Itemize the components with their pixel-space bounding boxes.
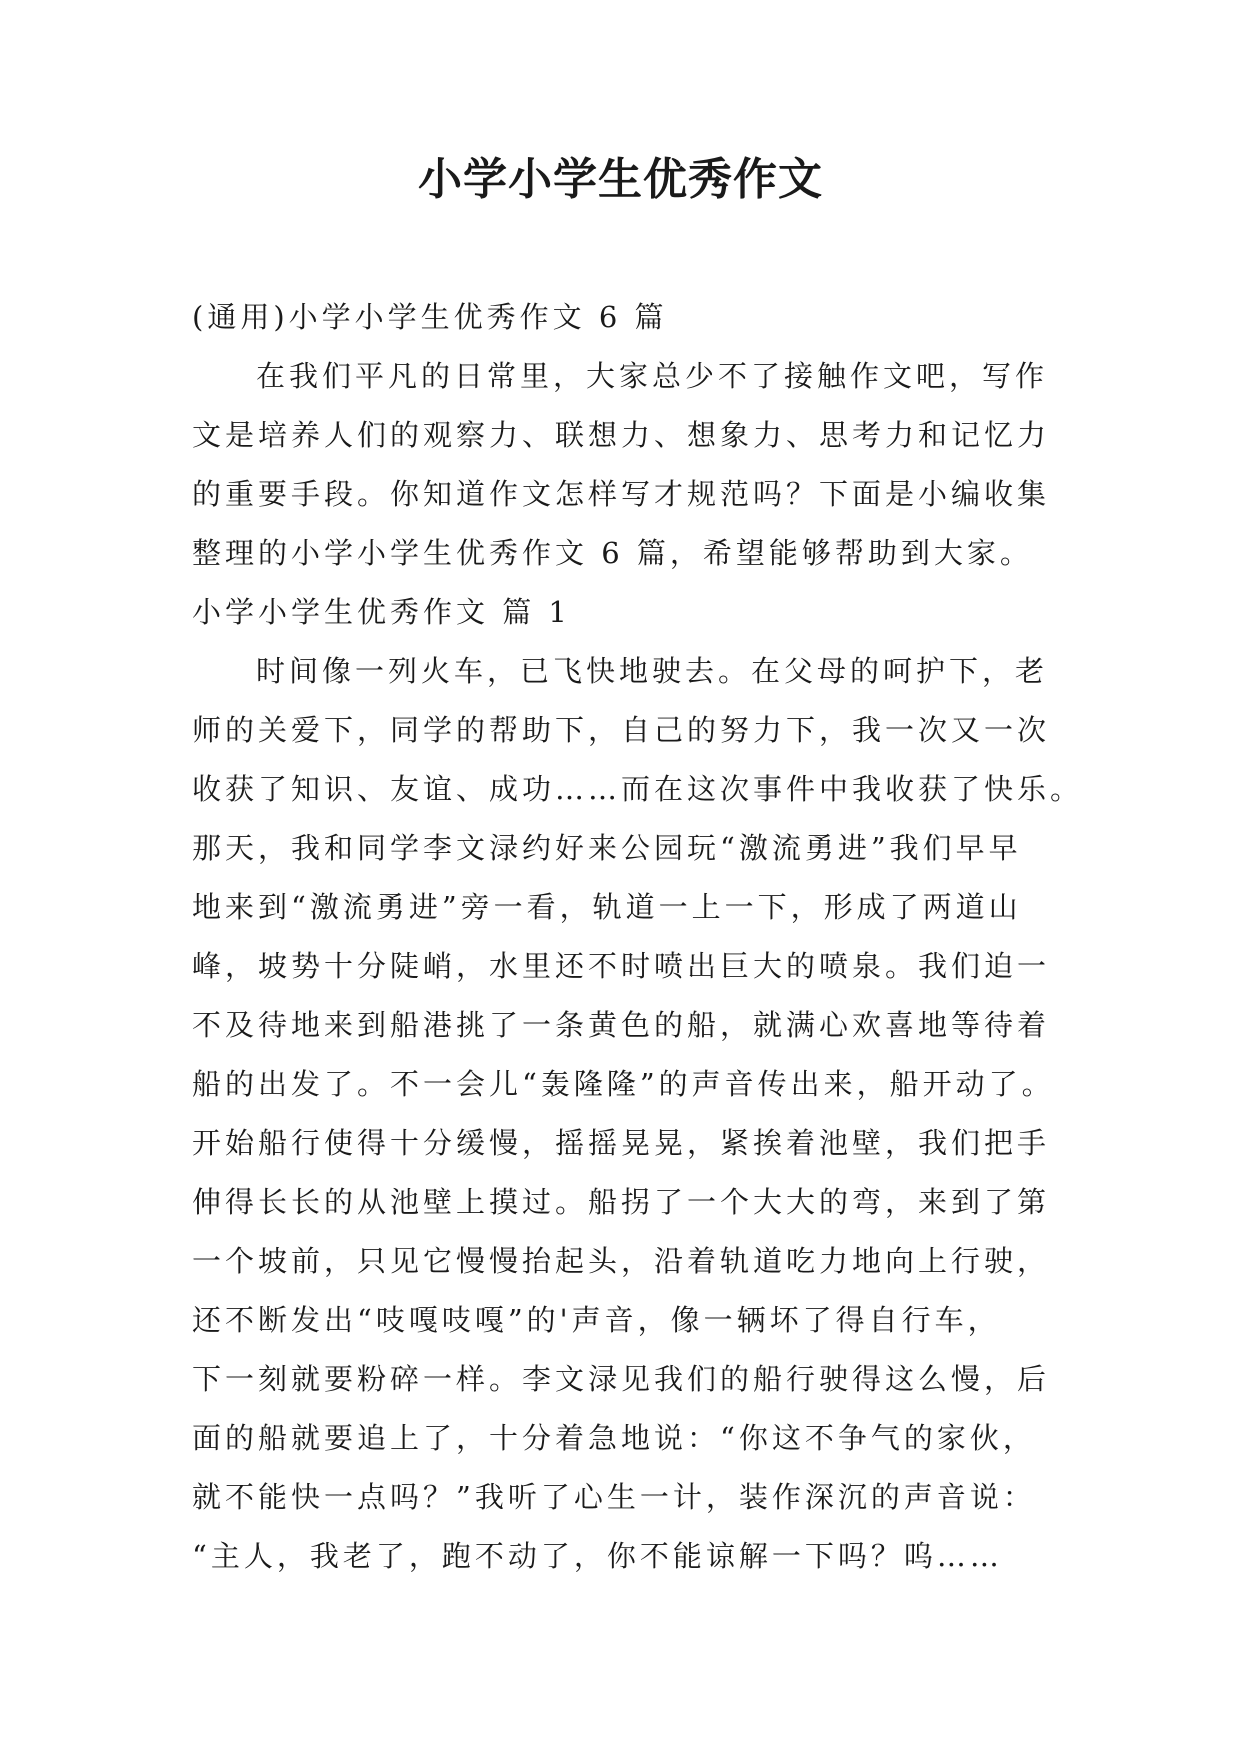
intro-paragraph	[192, 347, 1072, 583]
essay-line: 伸得长长的从池壁上摸过。船拐了一个大大的弯，来到了第	[192, 1185, 1051, 1219]
essay-line: 一个坡前，只见它慢慢抬起头，沿着轨道吃力地向上行驶，	[192, 1244, 1051, 1278]
essay-line: 那天，我和同学李文渌约好来公园玩“激流勇进”我们早早	[192, 831, 1022, 865]
essay-paragraph	[192, 642, 1084, 1586]
intro-line: 在我们平凡的日常里，大家总少不了接触作文吧，写作	[256, 359, 1049, 393]
essay-line: 地来到“激流勇进”旁一看，轨道一上一下，形成了两道山	[192, 890, 1022, 924]
section-heading: 小学小学生优秀作文 篇 1	[192, 595, 571, 629]
document-title: 小学小学生优秀作文	[418, 154, 823, 205]
intro-line: 整理的小学小学生优秀作文 6 篇，希望能够帮助到大家。	[192, 536, 1033, 570]
document-body	[192, 288, 1084, 1586]
intro-line: 的重要手段。你知道作文怎样写才规范吗？下面是小编收集	[192, 477, 1051, 511]
essay-line: “主人，我老了，跑不动了，你不能谅解一下吗？呜……	[192, 1539, 1003, 1573]
essay-line: 下一刻就要粉碎一样。李文渌见我们的船行驶得这么慢，后	[192, 1362, 1051, 1396]
essay-line: 师的关爱下，同学的帮助下，自己的努力下，我一次又一次	[192, 713, 1051, 747]
essay-line: 还不断发出“吱嘎吱嘎”的'声音，像一辆坏了得自行车，	[192, 1303, 1001, 1337]
essay-line: 面的船就要追上了，十分着急地说：“你这不争气的家伙，	[192, 1421, 1036, 1455]
intro-line: 文是培养人们的观察力、联想力、想象力、思考力和记忆力	[192, 418, 1051, 452]
essay-line: 不及待地来到船港挑了一条黄色的船，就满心欢喜地等待着	[192, 1008, 1051, 1042]
document-subtitle: (通用)小学小学生优秀作文 6 篇	[192, 300, 668, 334]
essay-line: 就不能快一点吗？”我听了心生一计，装作深沉的声音说：	[192, 1480, 1036, 1514]
essay-line: 时间像一列火车，已飞快地驶去。在父母的呵护下，老	[256, 654, 1049, 688]
essay-line: 峰，坡势十分陡峭，水里还不时喷出巨大的喷泉。我们迫一	[192, 949, 1051, 983]
essay-line: 收获了知识、友谊、成功……而在这次事件中我收获了快乐。	[192, 772, 1084, 806]
essay-line: 船的出发了。不一会儿“轰隆隆”的声音传出来，船开动了。	[192, 1067, 1055, 1101]
essay-line: 开始船行使得十分缓慢，摇摇晃晃，紧挨着池壁，我们把手	[192, 1126, 1051, 1160]
